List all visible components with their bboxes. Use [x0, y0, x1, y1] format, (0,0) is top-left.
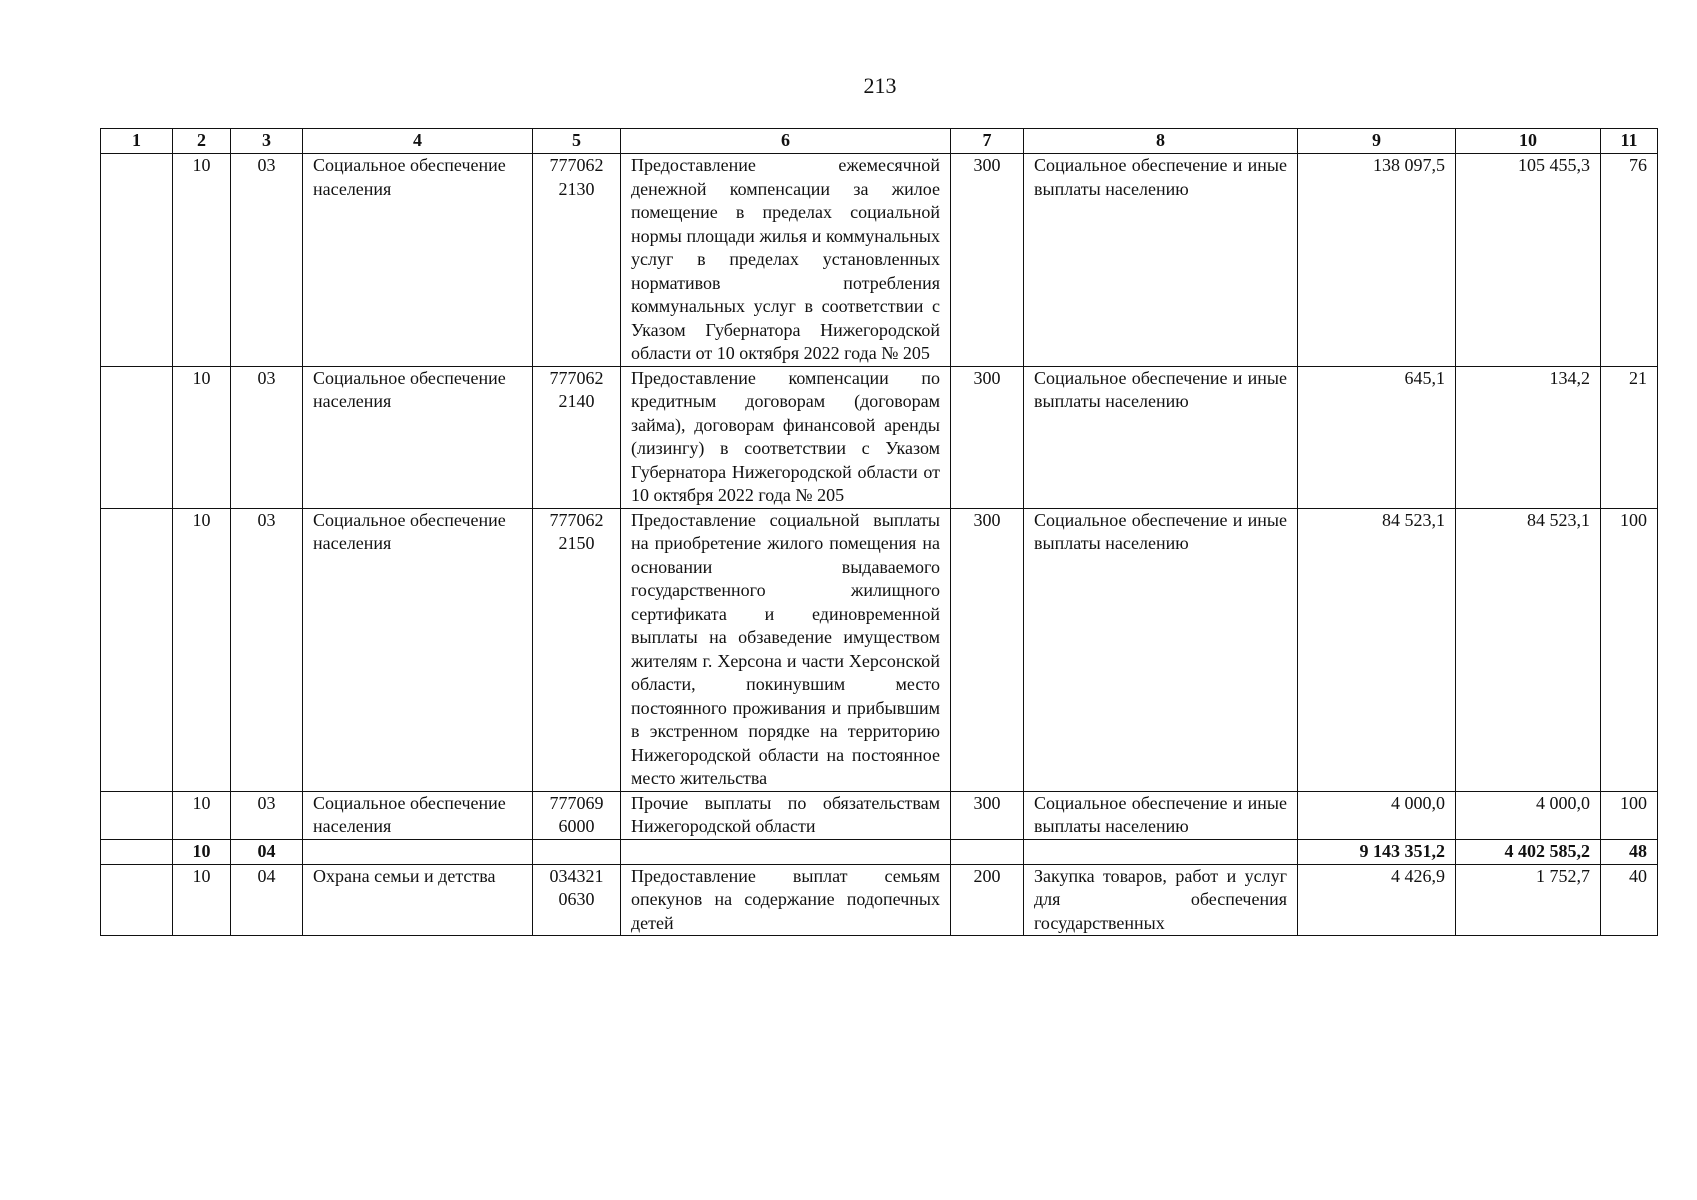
column-header: 11	[1601, 129, 1658, 154]
cell-expense-type-name: Закупка товаров, работ и услуг для обеспечения государственных	[1024, 864, 1298, 936]
cell-target-code: 777062 2150	[533, 508, 621, 791]
cell-amount-plan: 4 426,9	[1298, 864, 1456, 936]
cell-description: Предоставление выплат семьям опекунов на содержание подопечных детей	[621, 864, 951, 936]
table-row	[101, 864, 1658, 936]
cell-description: Предоставление социальной выплаты на приобретение жилого помещения на основании выдаваемого государственного жилищного сертификата и единовременной выплаты на обзаведение имуществом жителям г. Херсона и части Херсонской области, покинувшим место постоянного проживания и прибывшим в экстренном порядке на территорию Нижегородской области на постоянное место жительства	[621, 508, 951, 791]
column-header: 7	[951, 129, 1024, 154]
cell-percent: 100	[1601, 791, 1658, 839]
column-header: 8	[1024, 129, 1298, 154]
cell-subsection: 03	[231, 154, 303, 367]
cell-section: 10	[173, 839, 231, 864]
cell-percent: 40	[1601, 864, 1658, 936]
subtotal-row	[101, 839, 1658, 864]
cell-col1	[101, 154, 173, 367]
cell-subsection: 03	[231, 366, 303, 508]
cell-percent: 76	[1601, 154, 1658, 367]
table-row	[101, 366, 1658, 508]
cell-expense-type: 300	[951, 154, 1024, 367]
cell-col1	[101, 508, 173, 791]
table-row	[101, 508, 1658, 791]
cell-amount-actual: 4 000,0	[1456, 791, 1601, 839]
cell-target-code: 034321 0630	[533, 864, 621, 936]
column-header: 10	[1456, 129, 1601, 154]
cell-amount-actual: 1 752,7	[1456, 864, 1601, 936]
table-row	[101, 154, 1658, 367]
cell-section: 10	[173, 366, 231, 508]
column-header: 4	[303, 129, 533, 154]
cell-description: Прочие выплаты по обязательствам Нижегородской области	[621, 791, 951, 839]
cell-amount-actual: 105 455,3	[1456, 154, 1601, 367]
cell-amount-plan: 138 097,5	[1298, 154, 1456, 367]
cell-section: 10	[173, 864, 231, 936]
cell-expense-type-name	[1024, 839, 1298, 864]
cell-col1	[101, 839, 173, 864]
cell-col1	[101, 366, 173, 508]
cell-subsection-name: Охрана семьи и детства	[303, 864, 533, 936]
column-header: 5	[533, 129, 621, 154]
cell-target-code: 777069 6000	[533, 791, 621, 839]
cell-expense-type: 300	[951, 508, 1024, 791]
cell-section: 10	[173, 154, 231, 367]
column-header: 9	[1298, 129, 1456, 154]
cell-section: 10	[173, 508, 231, 791]
cell-percent: 48	[1601, 839, 1658, 864]
cell-expense-type	[951, 839, 1024, 864]
budget-table	[100, 128, 1658, 936]
cell-description: Предоставление компенсации по кредитным договорам (договорам займа), договорам финансовой аренды (лизингу) в соответствии с Указом Губернатора Нижегородской области от 10 октября 2022 года № 205	[621, 366, 951, 508]
cell-subsection-name	[303, 839, 533, 864]
table-header-row	[101, 129, 1658, 154]
cell-amount-plan: 645,1	[1298, 366, 1456, 508]
table-row	[101, 791, 1658, 839]
cell-expense-type-name: Социальное обеспечение и иные выплаты населению	[1024, 791, 1298, 839]
cell-percent: 21	[1601, 366, 1658, 508]
page-number: 213	[863, 73, 897, 98]
cell-subsection-name: Социальное обеспечение населения	[303, 366, 533, 508]
cell-amount-actual: 134,2	[1456, 366, 1601, 508]
cell-subsection: 03	[231, 508, 303, 791]
cell-expense-type-name: Социальное обеспечение и иные выплаты населению	[1024, 154, 1298, 367]
cell-subsection: 04	[231, 864, 303, 936]
cell-amount-plan: 4 000,0	[1298, 791, 1456, 839]
cell-expense-type: 300	[951, 366, 1024, 508]
cell-expense-type-name: Социальное обеспечение и иные выплаты населению	[1024, 508, 1298, 791]
column-header: 6	[621, 129, 951, 154]
cell-amount-actual: 84 523,1	[1456, 508, 1601, 791]
column-header: 3	[231, 129, 303, 154]
cell-col1	[101, 791, 173, 839]
cell-amount-plan: 84 523,1	[1298, 508, 1456, 791]
cell-expense-type-name: Социальное обеспечение и иные выплаты населению	[1024, 366, 1298, 508]
cell-section: 10	[173, 791, 231, 839]
cell-target-code: 777062 2130	[533, 154, 621, 367]
column-header: 2	[173, 129, 231, 154]
column-header: 1	[101, 129, 173, 154]
cell-subsection: 04	[231, 839, 303, 864]
cell-subsection-name: Социальное обеспечение населения	[303, 154, 533, 367]
cell-expense-type: 300	[951, 791, 1024, 839]
cell-description: Предоставление ежемесячной денежной компенсации за жилое помещение в пределах социальной нормы площади жилья и коммунальных услуг в пределах установленных нормативов потребления коммунальных услуг в соответствии с Указом Губернатора Нижегородской области от 10 октября 2022 года № 205	[621, 154, 951, 367]
cell-col1	[101, 864, 173, 936]
cell-subsection-name: Социальное обеспечение населения	[303, 508, 533, 791]
cell-description	[621, 839, 951, 864]
cell-subsection-name: Социальное обеспечение населения	[303, 791, 533, 839]
cell-amount-plan: 9 143 351,2	[1298, 839, 1456, 864]
cell-percent: 100	[1601, 508, 1658, 791]
cell-expense-type: 200	[951, 864, 1024, 936]
cell-target-code	[533, 839, 621, 864]
cell-amount-actual: 4 402 585,2	[1456, 839, 1601, 864]
cell-subsection: 03	[231, 791, 303, 839]
cell-target-code: 777062 2140	[533, 366, 621, 508]
